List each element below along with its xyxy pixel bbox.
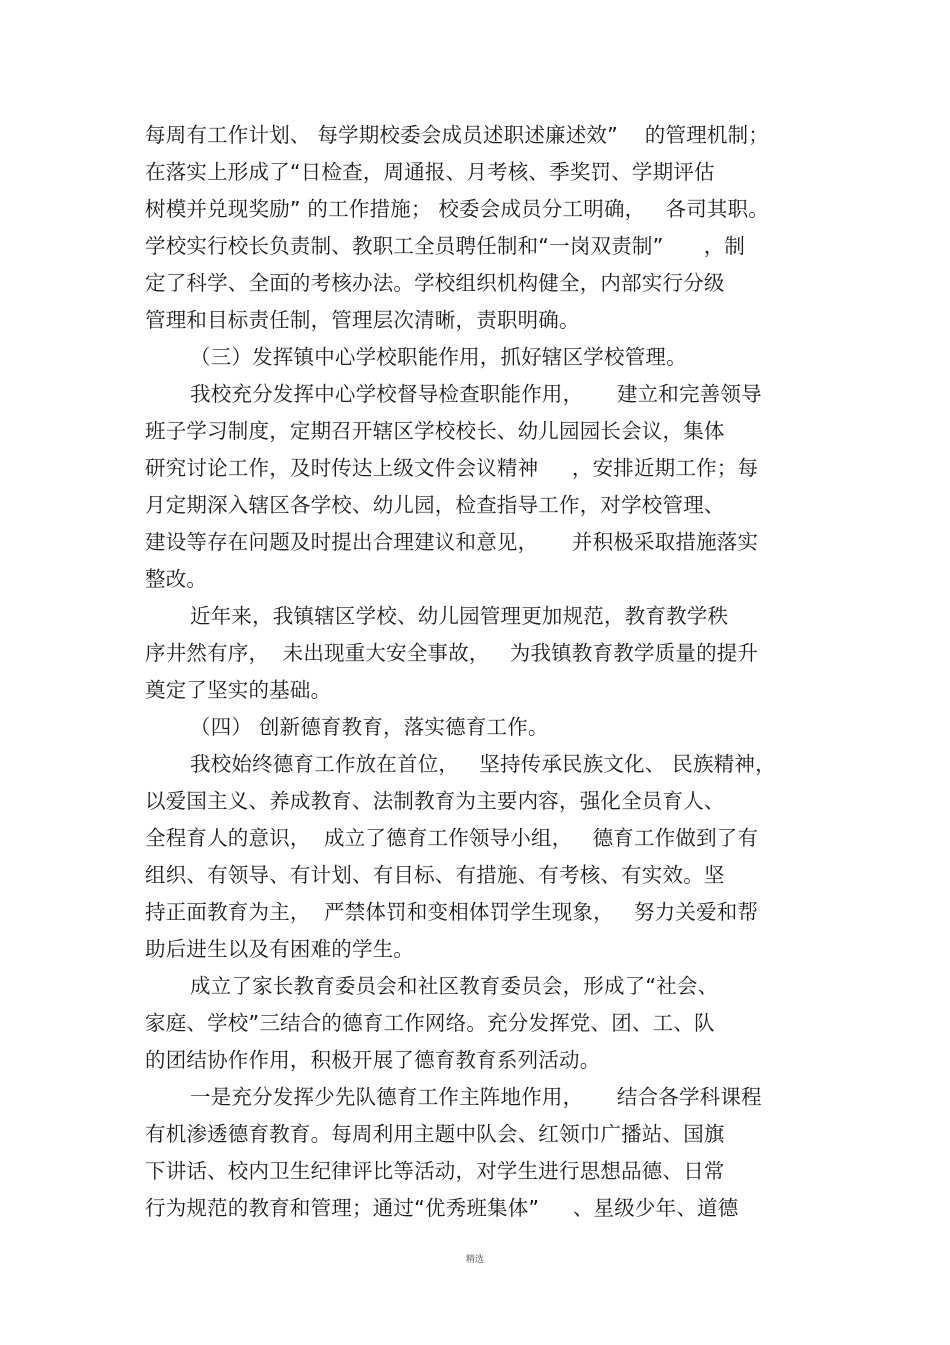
text-line: 全程育人的意识， 成立了德育工作领导小组， 德育工作做到了有 xyxy=(145,826,759,850)
text-line: 以爱国主义、养成教育、法制教育为主要内容，强化全员育人、 xyxy=(145,789,725,813)
text-line: 奠定了坚实的基础。 xyxy=(145,678,332,702)
text-line: 整改。 xyxy=(145,567,208,591)
text-line: 序井然有序， 未出现重大安全事故， 为我镇教育教学质量的提升 xyxy=(145,641,759,665)
text-line: 行为规范的教育和管理；通过“优秀班集体” 、星级少年、道德 xyxy=(145,1196,739,1220)
text-line: 我校始终德育工作放在首位， 坚持传承民族文化、 民族精神， xyxy=(190,752,776,776)
text-line: 建设等存在问题及时提出合理建议和意见， 并积极采取措施落实 xyxy=(145,530,759,554)
text-line: 每周有工作计划、 每学期校委会成员述职述廉述效” 的管理机制； xyxy=(145,123,770,147)
text-line: 月定期深入辖区各学校、幼儿园，检查指导工作，对学校管理、 xyxy=(145,493,725,517)
text-line: 下讲话、校内卫生纪律评比等活动，对学生进行思想品德、日常 xyxy=(145,1159,725,1183)
text-line: 有机渗透德育教育。每周利用主题中队会、红领巾广播站、国旗 xyxy=(145,1122,725,1146)
text-line: 在落实上形成了“日检查，周通报、月考核、季奖罚、学期评估 xyxy=(145,160,715,184)
text-line: 成立了家长教育委员会和社区教育委员会，形成了“社会、 xyxy=(190,974,719,998)
text-line: 树模并兑现奖励” 的工作措施； 校委会成员分工明确， 各司其职。 xyxy=(145,197,770,221)
text-line: 一是充分发挥少先队德育工作主阵地作用， 结合各学科课程 xyxy=(190,1085,762,1109)
text-line: 近年来，我镇辖区学校、幼儿园管理更加规范，教育教学秩 xyxy=(190,604,729,628)
text-line: 助后进生以及有困难的学生。 xyxy=(145,937,415,961)
text-line: 我校充分发挥中心学校督导检查职能作用， 建立和完善领导 xyxy=(190,382,762,406)
text-line: 班子学习制度，定期召开辖区学校校长、幼儿园园长会议，集体 xyxy=(145,419,725,443)
text-line: 家庭、学校”三结合的德育工作网络。充分发挥党、团、工、队 xyxy=(145,1011,715,1035)
text-line: 持正面教育为主， 严禁体罚和变相体罚学生现象， 努力关爱和帮 xyxy=(145,900,759,924)
text-line: 定了科学、全面的考核办法。学校组织机构健全，内部实行分级 xyxy=(145,271,725,295)
section-heading: （四） 创新德育教育，落实德育工作。 xyxy=(190,715,549,739)
section-heading: （三）发挥镇中心学校职能作用，抓好辖区学校管理。 xyxy=(190,345,687,369)
text-line: 研究讨论工作，及时传达上级文件会议精神 ，安排近期工作；每 xyxy=(145,456,759,480)
page-footer: 精选 xyxy=(465,1255,484,1265)
text-line: 的团结协作作用，积极开展了德育教育系列活动。 xyxy=(145,1048,601,1072)
text-line: 学校实行校长负责制、教职工全员聘任制和“一岗双责制” ，制 xyxy=(145,234,746,258)
text-line: 管理和目标责任制，管理层次清晰，责职明确。 xyxy=(145,308,580,332)
text-line: 组织、有领导、有计划、有目标、有措施、有考核、有实效。坚 xyxy=(145,863,725,887)
